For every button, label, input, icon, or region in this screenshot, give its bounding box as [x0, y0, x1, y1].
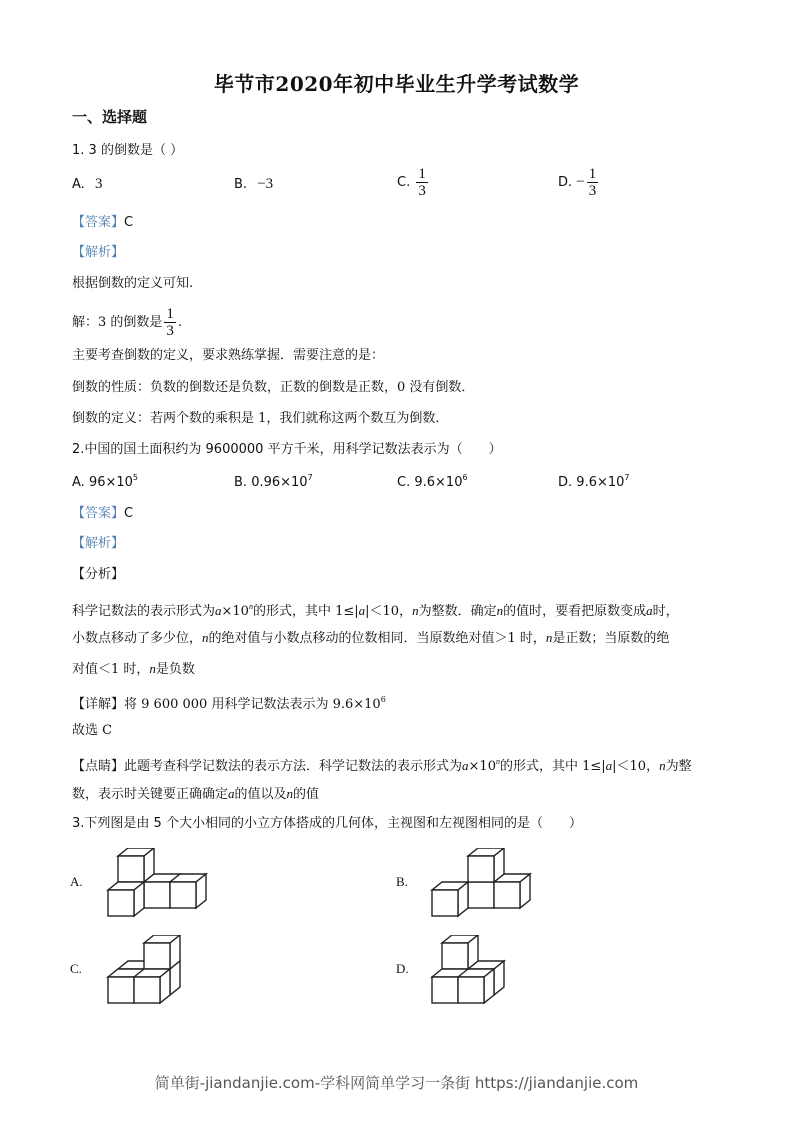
text-fragment: 数，表示时关键要正确确定: [72, 787, 229, 802]
footer-watermark: 简单街-jiandanjie.com-学科网简单学习一条街 https://jiandanjie.com: [154, 1074, 639, 1092]
text-fragment: 96×10: [88, 475, 133, 490]
q2-xiangjie: [72, 691, 386, 714]
text-fragment: n: [412, 603, 419, 618]
text-fragment: D.: [558, 475, 573, 490]
text-fragment: 9.6×10: [576, 475, 625, 490]
cube-figure-a: [98, 848, 228, 918]
text-fragment: 【点睛】: [72, 759, 125, 774]
q2-option-a[interactable]: [72, 473, 138, 490]
text-fragment: 解：3 的倒数是: [72, 315, 163, 330]
q2-option-d[interactable]: [558, 473, 630, 490]
text-fragment: 是负数: [155, 662, 195, 677]
text-fragment: n: [202, 630, 209, 645]
text-fragment: 的形式，其中 1≤|: [252, 604, 359, 619]
text-fragment: 的绝对值与小数点移动的位数相同．当原数绝对值＞1 时，: [208, 631, 546, 646]
text-fragment: 0.96×10: [251, 475, 308, 490]
text-fragment: 的形式，其中 1≤|: [499, 759, 606, 774]
q2-analysis-tag: 【解析】: [72, 536, 125, 551]
q2-fenxi-line-3: [72, 660, 195, 679]
text-fragment: 1: [588, 166, 597, 182]
q1-option-b[interactable]: [234, 176, 273, 193]
text-fragment: 1: [418, 166, 426, 182]
text-fragment: B.: [234, 475, 248, 490]
text-fragment: n: [659, 758, 666, 773]
text-fragment: C.: [397, 175, 411, 190]
text-fragment: 【详解】: [72, 697, 125, 712]
text-fragment: 是正数；当原数的绝: [552, 631, 670, 646]
text-fragment: −3: [257, 176, 274, 192]
text-fragment: 时，: [652, 604, 679, 619]
q1-line-3: 主要考查倒数的定义，要求熟练掌握．需要注意的是：: [72, 348, 385, 363]
text-fragment: 6: [462, 473, 468, 482]
text-fragment: 1: [166, 306, 174, 322]
text-fragment: 3: [166, 323, 174, 339]
text-fragment: |＜10，: [612, 759, 660, 774]
text-fragment: 为整数．确定: [418, 604, 497, 619]
text-fragment: a: [462, 758, 469, 773]
text-fragment: 的值时，要看把原数变成: [503, 604, 647, 619]
cube-figure-c: [96, 935, 186, 1005]
q1-line-5: 倒数的定义：若两个数的乘积是 1，我们就称这两个数互为倒数．: [72, 411, 449, 426]
cube-figure-d: [420, 935, 510, 1005]
q2-fenxi-tag: 【分析】: [72, 567, 125, 582]
text-fragment: n: [286, 786, 294, 801]
text-fragment: n: [495, 757, 500, 766]
cube-figure-b: [422, 848, 532, 918]
text-fragment: 小数点移动了多少位，: [72, 631, 203, 646]
text-fragment: 6: [380, 695, 386, 704]
q1-option-c[interactable]: [397, 166, 430, 199]
text-fragment: C.: [70, 961, 82, 976]
question-1-stem: 1. 3 的倒数是（ ）: [72, 143, 184, 158]
text-fragment: 7: [307, 473, 313, 482]
q2-option-b[interactable]: [234, 473, 313, 490]
q2-dianjing-line-2: [72, 785, 319, 804]
text-fragment: 【答案】: [72, 215, 125, 230]
text-fragment: 3: [418, 183, 426, 199]
text-fragment: B.: [234, 177, 248, 192]
text-fragment: C: [124, 215, 134, 230]
text-fragment: C.: [397, 475, 411, 490]
text-fragment: D.: [558, 175, 573, 190]
text-fragment: B.: [396, 874, 408, 889]
text-fragment: 9.6×10: [414, 475, 463, 490]
fraction: [164, 306, 176, 339]
text-fragment: 3: [94, 176, 103, 192]
text-fragment: a: [215, 603, 222, 618]
text-fragment: 对值＜1 时，: [72, 662, 150, 677]
text-fragment: a: [646, 603, 653, 618]
q2-fenxi-line-2: [72, 629, 669, 648]
text-fragment: 的值以及: [234, 787, 287, 802]
q1-option-d[interactable]: [558, 166, 600, 199]
text-fragment: n: [248, 602, 253, 611]
question-2-stem: 2.中国的国土面积约为 9600000 平方千米，用科学记数法表示为（ ）: [72, 442, 502, 457]
text-fragment: n: [545, 630, 553, 645]
text-fragment: 的值: [293, 787, 320, 802]
text-fragment: −: [576, 174, 585, 190]
q1-line-1: 根据倒数的定义可知.: [72, 276, 194, 291]
q2-option-c[interactable]: [397, 473, 468, 490]
text-fragment: 5: [132, 473, 139, 482]
text-fragment: |＜10，: [365, 604, 413, 619]
q2-answer: [72, 505, 133, 523]
q1-answer: [72, 214, 133, 232]
text-fragment: ×10: [221, 604, 249, 619]
fraction: [416, 166, 428, 199]
text-fragment: A.: [72, 475, 85, 490]
q1-analysis-tag: 【解析】: [72, 245, 125, 260]
q2-dianjing-line-1: [72, 753, 692, 776]
text-fragment: A.: [70, 874, 83, 889]
text-fragment: .: [177, 315, 183, 330]
text-fragment: n: [149, 661, 156, 676]
text-fragment: 此题考查科学记数法的表示方法．科学记数法的表示形式为: [124, 759, 463, 774]
page-title: 毕节市2020年初中毕业生升学考试数学: [213, 72, 580, 96]
text-fragment: n: [496, 603, 504, 618]
q2-guxuan: 故选 C: [72, 723, 113, 738]
text-fragment: D.: [396, 961, 409, 976]
text-fragment: 为整: [665, 759, 692, 774]
text-fragment: a: [228, 786, 235, 801]
text-fragment: 科学记数法的表示形式为: [72, 604, 216, 619]
text-fragment: 将 9 600 000 用科学记数法表示为 9.6×10: [124, 697, 381, 712]
text-fragment: 3: [588, 183, 597, 199]
q1-option-a[interactable]: [72, 176, 102, 193]
section-heading: 一、选择题: [72, 108, 148, 126]
text-fragment: C: [124, 506, 134, 521]
question-3-stem: 3.下列图是由 5 个大小相同的小立方体搭成的几何体，主视图和左视图相同的是（ ）: [72, 816, 582, 831]
text-fragment: a: [605, 758, 613, 773]
text-fragment: ×10: [468, 759, 496, 774]
text-fragment: A.: [72, 177, 85, 192]
q1-solution: [72, 306, 182, 339]
text-fragment: 7: [624, 473, 630, 482]
q2-fenxi-line-1: [72, 598, 679, 621]
text-fragment: a: [358, 603, 366, 618]
q1-line-4: 倒数的性质：负数的倒数还是负数，正数的倒数是正数，0 没有倒数．: [72, 380, 475, 395]
text-fragment: 【答案】: [72, 506, 125, 521]
fraction: [587, 166, 599, 199]
